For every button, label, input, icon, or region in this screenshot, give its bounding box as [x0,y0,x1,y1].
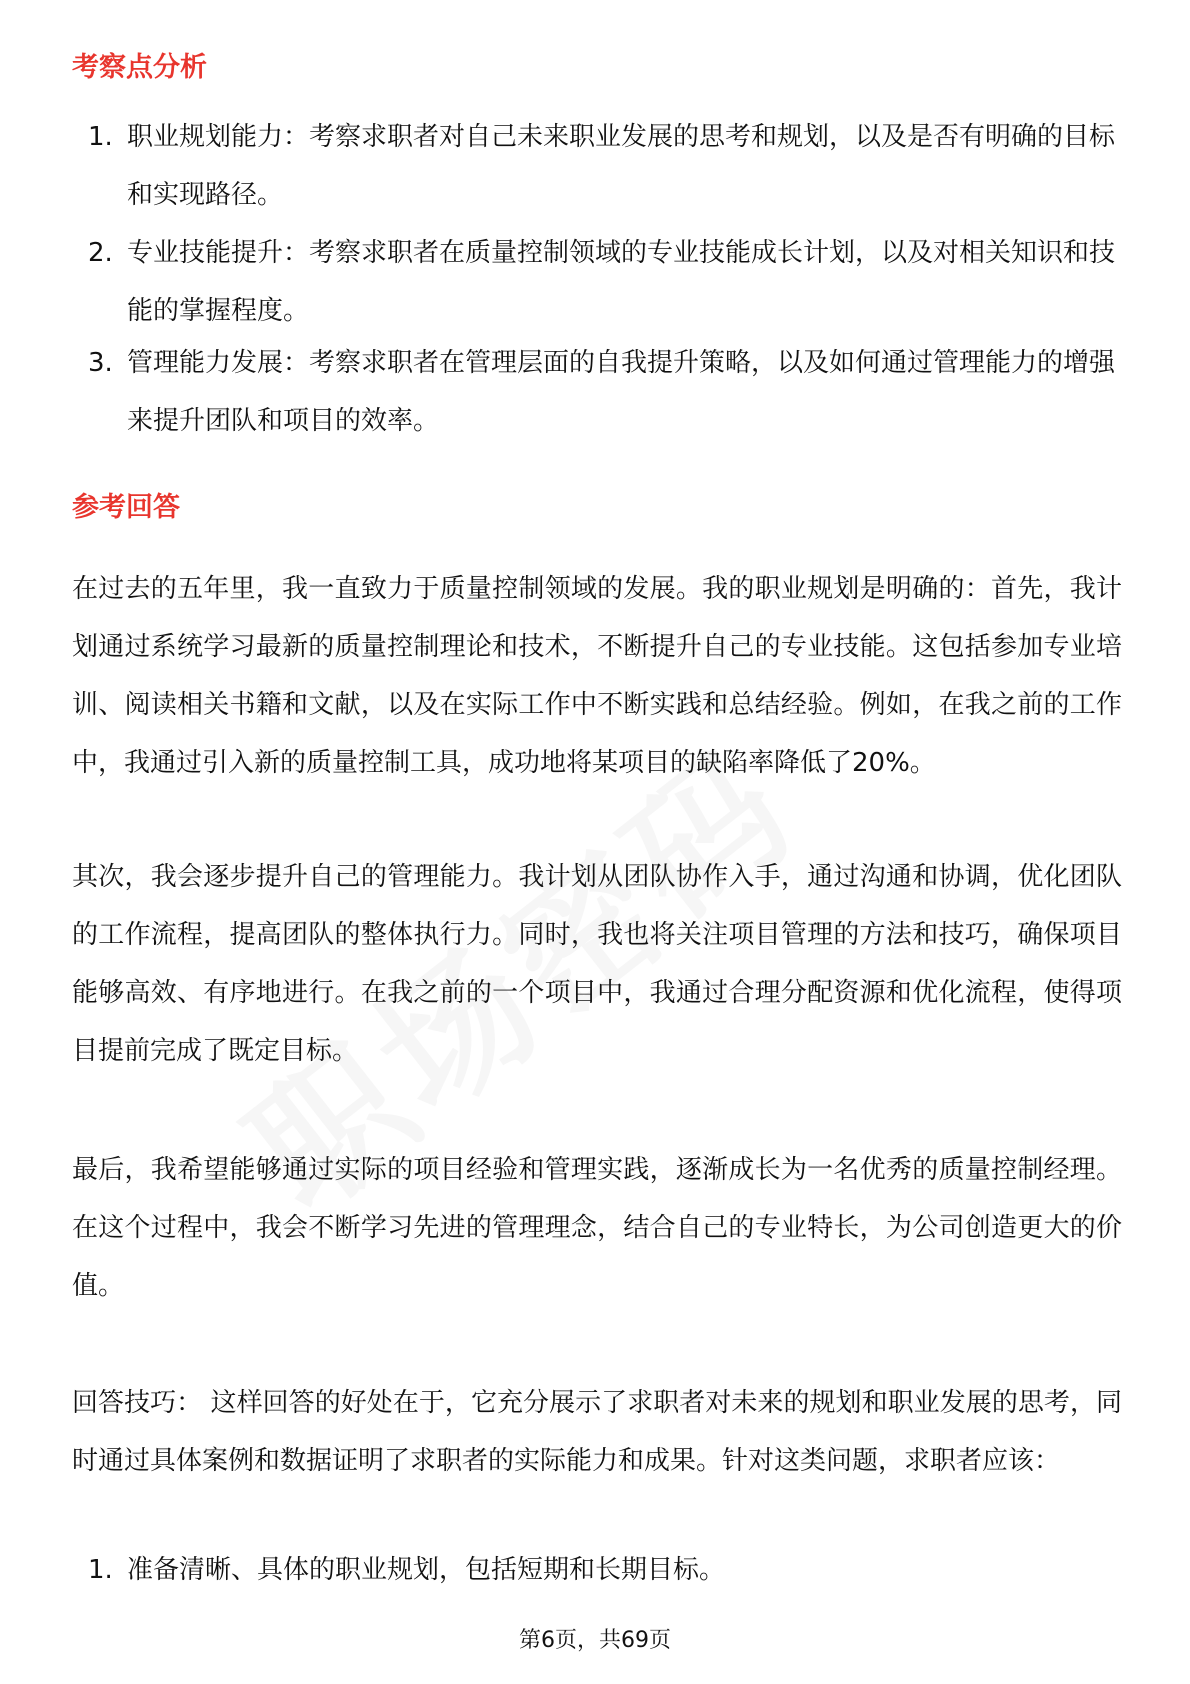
answer-tips-paragraph: 回答技巧： 这样回答的好处在于，它充分展示了求职者对未来的规划和职业发展的思考，同时通过具体案例和数据证明了求职者的实际能力和成果。针对这类问题，求职者应该： [72,1388,1122,1476]
list-number: 2. [88,238,113,268]
page-footer: 第6页，共69页 [519,1628,671,1653]
list-text: 准备清晰、具体的职业规划，包括短期和长期目标。 [127,1555,726,1585]
list-number: 1. [88,1555,113,1585]
list-item [72,334,1117,450]
answer-paragraph-3: 最后，我希望能够通过实际的项目经验和管理实践，逐渐成长为一名优秀的质量控制经理。在这个过程中，我会不断学习先进的管理理念，结合自己的专业特长，为公司创造更大的价值。 [72,1155,1122,1301]
list-item [72,108,1117,224]
list-item [72,224,1117,334]
section-heading-answer: 参考回答 [72,492,180,523]
list-number: 1. [88,122,113,152]
answer-paragraph-2: 其次，我会逐步提升自己的管理能力。我计划从团队协作入手，通过沟通和协调，优化团队的工作流程，提高团队的整体执行力。同时，我也将关注项目管理的方法和技巧，确保项目能够高效、有序地进行。在我之前的一个项目中，我通过合理分配资源和优化流程，使得项目提前完成了既定目标。 [72,862,1122,1066]
analysis-list [72,108,1117,450]
list-text: 专业技能提升：考察求职者在质量控制领域的专业技能成长计划，以及对相关知识和技能的掌握程度。 [127,238,1116,326]
list-text: 管理能力发展：考察求职者在管理层面的自我提升策略，以及如何通过管理能力的增强来提升团队和项目的效率。 [127,348,1116,436]
list-text: 职业规划能力：考察求职者对自己未来职业发展的思考和规划，以及是否有明确的目标和实现路径。 [127,122,1116,210]
section-heading-analysis: 考察点分析 [72,52,207,83]
list-number: 3. [88,348,113,378]
list-item [72,1541,1117,1599]
tips-list [72,1541,1117,1599]
answer-paragraph-1: 在过去的五年里，我一直致力于质量控制领域的发展。我的职业规划是明确的：首先，我计划通过系统学习最新的质量控制理论和技术，不断提升自己的专业技能。这包括参加专业培训、阅读相关书籍和文献，以及在实际工作中不断实践和总结经验。例如，在我之前的工作中，我通过引入新的质量控制工具，成功地将某项目的缺陷率降低了20%。 [72,574,1122,778]
